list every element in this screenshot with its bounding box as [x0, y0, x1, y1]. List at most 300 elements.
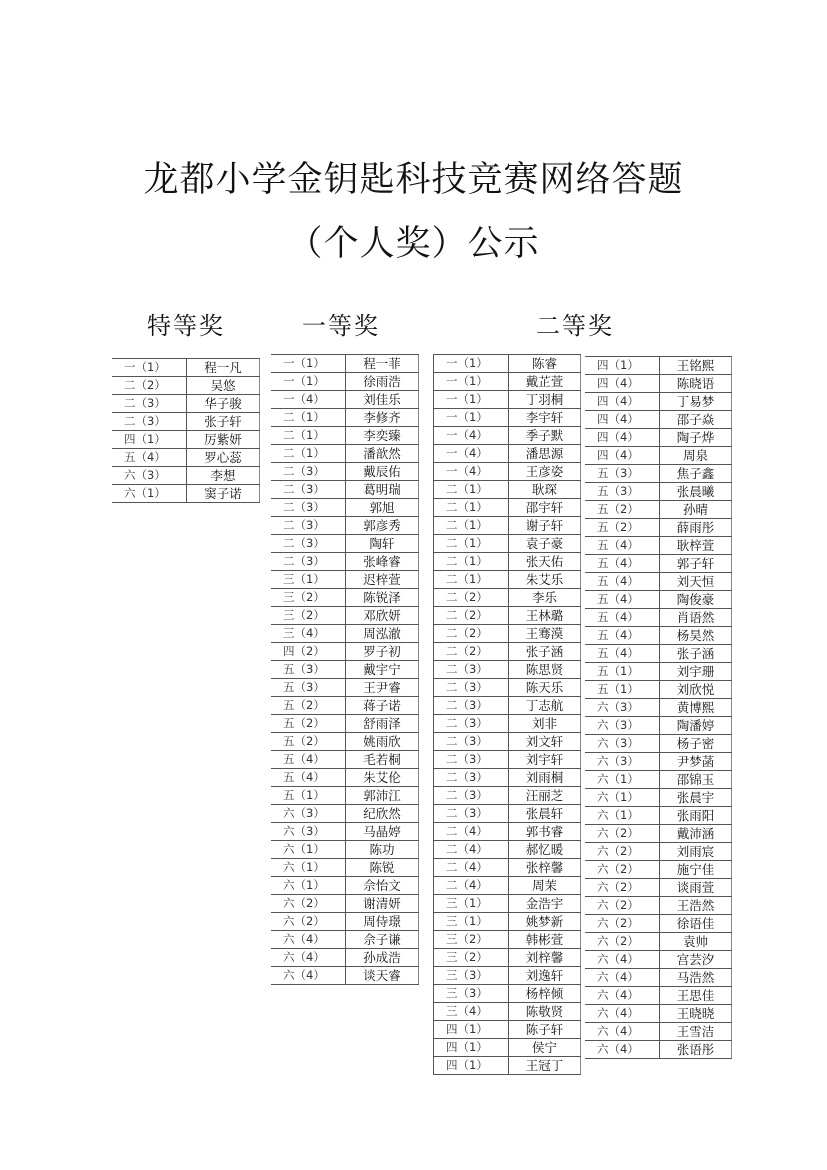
student-name-cell: 孙成浩: [345, 949, 419, 966]
class-cell: 六（2）: [597, 934, 639, 948]
table-row: [434, 535, 581, 553]
table-row: [271, 913, 419, 931]
table-row: [434, 391, 581, 409]
table-row: [585, 861, 732, 879]
class-cell: 六（3）: [597, 718, 639, 732]
student-name-cell: 刘欣悦: [659, 681, 732, 698]
student-name-cell: 刘梓馨: [508, 949, 581, 966]
table-row: [112, 431, 260, 449]
table-row: [434, 355, 581, 373]
table-row: [271, 427, 419, 445]
class-cell: 六（2）: [597, 862, 639, 876]
class-cell: 五（3）: [283, 662, 325, 676]
student-name-cell: 华子骏: [186, 395, 260, 412]
table-row: [585, 699, 732, 717]
student-name-cell: 丁易梦: [659, 393, 732, 410]
table-row: [585, 375, 732, 393]
class-cell: 四（4）: [597, 448, 639, 462]
table-row: [585, 1041, 732, 1059]
class-cell: 六（3）: [124, 468, 166, 482]
table-row: [271, 841, 419, 859]
table-row: [585, 933, 732, 951]
class-cell: 四（1）: [446, 1040, 488, 1054]
table-row: [585, 753, 732, 771]
class-cell: 五（2）: [283, 734, 325, 748]
table-row: [585, 357, 732, 375]
class-cell: 三（2）: [446, 950, 488, 964]
class-cell: 五（1）: [597, 664, 639, 678]
table-row: [271, 697, 419, 715]
class-cell: 五（2）: [597, 502, 639, 516]
table-row: [585, 879, 732, 897]
student-name-cell: 陈睿: [508, 355, 581, 372]
student-name-cell: 朱艾乐: [508, 571, 581, 588]
table-row: [271, 895, 419, 913]
student-name-cell: 施宁佳: [659, 861, 732, 878]
table-row: [434, 823, 581, 841]
class-cell: 二（4）: [446, 842, 488, 856]
table-row: [271, 877, 419, 895]
student-name-cell: 陈晓语: [659, 375, 732, 392]
student-name-cell: 张晨轩: [508, 805, 581, 822]
table-row: [434, 931, 581, 949]
student-name-cell: 耿梓萱: [659, 537, 732, 554]
student-name-cell: 佘子谦: [345, 931, 419, 948]
second-prize-table-left: [433, 354, 581, 1075]
class-cell: 二（2）: [446, 626, 488, 640]
class-cell: 六（4）: [597, 970, 639, 984]
student-name-cell: 蒋子诺: [345, 697, 419, 714]
table-row: [585, 1005, 732, 1023]
student-name-cell: 张语彤: [659, 1041, 732, 1058]
student-name-cell: 郭沛江: [345, 787, 419, 804]
student-name-cell: 陶轩: [345, 535, 419, 552]
student-name-cell: 王冠丁: [508, 1057, 581, 1074]
table-row: [434, 913, 581, 931]
class-cell: 六（1）: [283, 878, 325, 892]
class-cell: 三（1）: [283, 572, 325, 586]
student-name-cell: 王思佳: [659, 987, 732, 1004]
table-row: [271, 949, 419, 967]
table-row: [271, 733, 419, 751]
class-cell: 三（3）: [446, 968, 488, 982]
class-cell: 四（1）: [446, 1022, 488, 1036]
student-name-cell: 李乐: [508, 589, 581, 606]
class-cell: 六（4）: [283, 968, 325, 982]
student-name-cell: 王尹睿: [345, 679, 419, 696]
student-name-cell: 刘宇轩: [508, 751, 581, 768]
table-row: [271, 769, 419, 787]
class-cell: 一（1）: [283, 356, 325, 370]
student-name-cell: 刘逸轩: [508, 967, 581, 984]
student-name-cell: 汪丽芝: [508, 787, 581, 804]
student-name-cell: 张子涵: [508, 643, 581, 660]
table-row: [112, 467, 260, 485]
class-cell: 三（4）: [283, 626, 325, 640]
table-row: [585, 663, 732, 681]
table-row: [271, 751, 419, 769]
student-name-cell: 张雨阳: [659, 807, 732, 824]
student-name-cell: 张梓馨: [508, 859, 581, 876]
table-row: [271, 571, 419, 589]
class-cell: 五（4）: [283, 752, 325, 766]
class-cell: 一（1）: [446, 374, 488, 388]
table-row: [434, 463, 581, 481]
table-row: [434, 895, 581, 913]
table-row: [112, 377, 260, 395]
table-row: [585, 897, 732, 915]
class-cell: 四（1）: [597, 358, 639, 372]
class-cell: 一（4）: [446, 446, 488, 460]
table-row: [585, 1023, 732, 1041]
student-name-cell: 王铭熙: [659, 357, 732, 374]
table-row: [434, 1057, 581, 1075]
table-row: [271, 823, 419, 841]
student-name-cell: 潘思源: [508, 445, 581, 462]
class-cell: 三（2）: [283, 608, 325, 622]
table-row: [434, 409, 581, 427]
student-name-cell: 王浩然: [659, 897, 732, 914]
class-cell: 二（1）: [446, 554, 488, 568]
student-name-cell: 李想: [186, 467, 260, 484]
table-row: [434, 643, 581, 661]
class-cell: 二（1）: [446, 482, 488, 496]
class-cell: 六（1）: [597, 808, 639, 822]
table-row: [434, 787, 581, 805]
class-cell: 五（3）: [597, 484, 639, 498]
student-name-cell: 黄博熙: [659, 699, 732, 716]
student-name-cell: 周泉: [659, 447, 732, 464]
student-name-cell: 马浩然: [659, 969, 732, 986]
student-name-cell: 郭书睿: [508, 823, 581, 840]
table-row: [434, 733, 581, 751]
student-name-cell: 尹梦菡: [659, 753, 732, 770]
table-row: [585, 519, 732, 537]
class-cell: 五（3）: [283, 680, 325, 694]
class-cell: 四（1）: [124, 432, 166, 446]
table-row: [434, 499, 581, 517]
class-cell: 二（3）: [283, 464, 325, 478]
student-name-cell: 戴辰佑: [345, 463, 419, 480]
class-cell: 二（3）: [283, 554, 325, 568]
table-row: [434, 517, 581, 535]
student-name-cell: 郭子轩: [659, 555, 732, 572]
table-row: [434, 607, 581, 625]
student-name-cell: 周侍璟: [345, 913, 419, 930]
student-name-cell: 罗子初: [345, 643, 419, 660]
student-name-cell: 徐语佳: [659, 915, 732, 932]
class-cell: 六（2）: [283, 914, 325, 928]
table-row: [434, 481, 581, 499]
table-row: [585, 807, 732, 825]
class-cell: 二（1）: [446, 536, 488, 550]
class-cell: 二（2）: [446, 590, 488, 604]
class-cell: 六（3）: [283, 806, 325, 820]
student-name-cell: 邵锦玉: [659, 771, 732, 788]
class-cell: 五（4）: [124, 450, 166, 464]
table-row: [434, 751, 581, 769]
student-name-cell: 肖语然: [659, 609, 732, 626]
class-cell: 五（4）: [597, 646, 639, 660]
student-name-cell: 杨昊然: [659, 627, 732, 644]
class-cell: 二（3）: [283, 518, 325, 532]
table-row: [271, 805, 419, 823]
table-row: [434, 841, 581, 859]
student-name-cell: 陶俊豪: [659, 591, 732, 608]
class-cell: 四（4）: [597, 412, 639, 426]
class-cell: 二（2）: [446, 644, 488, 658]
student-name-cell: 刘文轩: [508, 733, 581, 750]
class-cell: 五（4）: [597, 538, 639, 552]
student-name-cell: 张子轩: [186, 413, 260, 430]
student-name-cell: 罗心蕊: [186, 449, 260, 466]
table-row: [271, 535, 419, 553]
table-row: [271, 859, 419, 877]
class-cell: 六（1）: [283, 860, 325, 874]
student-name-cell: 刘天恒: [659, 573, 732, 590]
class-cell: 一（4）: [446, 428, 488, 442]
table-row: [434, 625, 581, 643]
student-name-cell: 陈锐泽: [345, 589, 419, 606]
student-name-cell: 王骞漠: [508, 625, 581, 642]
student-name-cell: 姚梦新: [508, 913, 581, 930]
student-name-cell: 窦子诺: [186, 485, 260, 502]
student-name-cell: 马晶婷: [345, 823, 419, 840]
table-row: [271, 517, 419, 535]
table-row: [434, 553, 581, 571]
student-name-cell: 张晨曦: [659, 483, 732, 500]
table-row: [585, 627, 732, 645]
student-name-cell: 薛雨彤: [659, 519, 732, 536]
class-cell: 六（4）: [597, 1042, 639, 1056]
class-cell: 三（3）: [446, 986, 488, 1000]
class-cell: 二（3）: [124, 396, 166, 410]
table-row: [585, 465, 732, 483]
class-cell: 三（2）: [283, 590, 325, 604]
table-row: [271, 355, 419, 373]
table-row: [585, 825, 732, 843]
student-name-cell: 陈功: [345, 841, 419, 858]
class-cell: 二（3）: [283, 500, 325, 514]
student-name-cell: 杨梓倾: [508, 985, 581, 1002]
table-row: [112, 395, 260, 413]
class-cell: 二（3）: [446, 806, 488, 820]
student-name-cell: 李奕臻: [345, 427, 419, 444]
student-name-cell: 丁志航: [508, 697, 581, 714]
class-cell: 四（4）: [597, 430, 639, 444]
class-cell: 五（4）: [283, 770, 325, 784]
class-cell: 二（3）: [446, 734, 488, 748]
table-row: [434, 985, 581, 1003]
table-row: [271, 373, 419, 391]
table-row: [585, 393, 732, 411]
class-cell: 二（4）: [446, 878, 488, 892]
table-row: [585, 645, 732, 663]
student-name-cell: 刘雨宸: [659, 843, 732, 860]
table-row: [585, 573, 732, 591]
class-cell: 六（4）: [597, 952, 639, 966]
student-name-cell: 朱艾伦: [345, 769, 419, 786]
class-cell: 三（1）: [446, 914, 488, 928]
student-name-cell: 王林璐: [508, 607, 581, 624]
student-name-cell: 程一凡: [186, 359, 260, 376]
student-name-cell: 王彦姿: [508, 463, 581, 480]
table-row: [585, 717, 732, 735]
table-row: [271, 607, 419, 625]
student-name-cell: 潘歆然: [345, 445, 419, 462]
class-cell: 五（2）: [283, 716, 325, 730]
table-row: [434, 1039, 581, 1057]
class-cell: 二（4）: [446, 824, 488, 838]
table-row: [271, 589, 419, 607]
student-name-cell: 毛若桐: [345, 751, 419, 768]
class-cell: 六（2）: [283, 896, 325, 910]
class-cell: 六（1）: [124, 486, 166, 500]
class-cell: 六（2）: [597, 826, 639, 840]
class-cell: 五（4）: [597, 628, 639, 642]
class-cell: 二（1）: [446, 518, 488, 532]
class-cell: 三（4）: [446, 1004, 488, 1018]
class-cell: 二（2）: [124, 378, 166, 392]
student-name-cell: 周茉: [508, 877, 581, 894]
class-cell: 二（3）: [446, 770, 488, 784]
table-row: [271, 409, 419, 427]
student-name-cell: 刘宇珊: [659, 663, 732, 680]
student-name-cell: 陈锐: [345, 859, 419, 876]
table-row: [434, 1003, 581, 1021]
table-row: [585, 429, 732, 447]
table-row: [585, 771, 732, 789]
table-row: [112, 413, 260, 431]
class-cell: 一（1）: [446, 356, 488, 370]
student-name-cell: 谈天睿: [345, 967, 419, 984]
class-cell: 二（3）: [283, 482, 325, 496]
student-name-cell: 谈雨萱: [659, 879, 732, 896]
table-row: [434, 859, 581, 877]
student-name-cell: 陶子烨: [659, 429, 732, 446]
table-row: [585, 411, 732, 429]
class-cell: 六（3）: [283, 824, 325, 838]
student-name-cell: 谢清妍: [345, 895, 419, 912]
student-name-cell: 舒雨泽: [345, 715, 419, 732]
class-cell: 五（4）: [597, 592, 639, 606]
student-name-cell: 金浩宇: [508, 895, 581, 912]
class-cell: 二（3）: [124, 414, 166, 428]
class-cell: 六（2）: [597, 916, 639, 930]
student-name-cell: 王雪洁: [659, 1023, 732, 1040]
student-name-cell: 张子涵: [659, 645, 732, 662]
class-cell: 六（3）: [597, 754, 639, 768]
student-name-cell: 季子默: [508, 427, 581, 444]
table-row: [112, 485, 260, 503]
table-row: [585, 609, 732, 627]
student-name-cell: 王晓晓: [659, 1005, 732, 1022]
student-name-cell: 吴悠: [186, 377, 260, 394]
student-name-cell: 张天佑: [508, 553, 581, 570]
student-name-cell: 丁羽桐: [508, 391, 581, 408]
table-row: [434, 967, 581, 985]
student-name-cell: 陈敬贤: [508, 1003, 581, 1020]
class-cell: 二（2）: [446, 608, 488, 622]
class-cell: 二（3）: [283, 536, 325, 550]
class-cell: 六（4）: [283, 950, 325, 964]
student-name-cell: 侯宁: [508, 1039, 581, 1056]
student-name-cell: 迟梓萱: [345, 571, 419, 588]
class-cell: 二（4）: [446, 860, 488, 874]
student-name-cell: 陈天乐: [508, 679, 581, 696]
first-prize-heading: 一等奖: [302, 312, 380, 340]
class-cell: 六（2）: [597, 898, 639, 912]
student-name-cell: 刘雨桐: [508, 769, 581, 786]
table-row: [271, 643, 419, 661]
class-cell: 一（4）: [446, 464, 488, 478]
table-row: [271, 499, 419, 517]
student-name-cell: 张峰睿: [345, 553, 419, 570]
student-name-cell: 周泓澈: [345, 625, 419, 642]
table-row: [271, 391, 419, 409]
class-cell: 四（4）: [597, 376, 639, 390]
page-subtitle: （个人奖）公示: [287, 224, 540, 264]
table-row: [271, 481, 419, 499]
class-cell: 六（2）: [597, 844, 639, 858]
class-cell: 六（4）: [597, 1006, 639, 1020]
table-row: [585, 537, 732, 555]
table-row: [585, 483, 732, 501]
table-row: [585, 501, 732, 519]
table-row: [112, 359, 260, 377]
page-title: 龙都小学金钥匙科技竞赛网络答题: [143, 160, 684, 200]
table-row: [271, 967, 419, 985]
special-prize-heading: 特等奖: [147, 312, 225, 340]
table-row: [434, 661, 581, 679]
table-row: [112, 449, 260, 467]
class-cell: 六（1）: [283, 842, 325, 856]
student-name-cell: 韩彬萱: [508, 931, 581, 948]
class-cell: 二（1）: [283, 446, 325, 460]
student-name-cell: 程一菲: [345, 355, 419, 372]
second-prize-table-right: [585, 356, 732, 1059]
student-name-cell: 郭彦秀: [345, 517, 419, 534]
class-cell: 一（4）: [283, 392, 325, 406]
class-cell: 四（1）: [446, 1058, 488, 1072]
class-cell: 六（4）: [597, 988, 639, 1002]
student-name-cell: 袁帅: [659, 933, 732, 950]
table-row: [271, 625, 419, 643]
table-row: [271, 715, 419, 733]
table-row: [434, 571, 581, 589]
class-cell: 五（4）: [597, 610, 639, 624]
class-cell: 二（3）: [446, 752, 488, 766]
student-name-cell: 戴芷萱: [508, 373, 581, 390]
student-name-cell: 谢子轩: [508, 517, 581, 534]
student-name-cell: 耿琛: [508, 481, 581, 498]
student-name-cell: 刘非: [508, 715, 581, 732]
class-cell: 四（4）: [597, 394, 639, 408]
class-cell: 二（1）: [283, 410, 325, 424]
table-row: [434, 949, 581, 967]
class-cell: 一（1）: [446, 392, 488, 406]
student-name-cell: 郭旭: [345, 499, 419, 516]
class-cell: 一（1）: [446, 410, 488, 424]
student-name-cell: 戴宇宁: [345, 661, 419, 678]
class-cell: 六（4）: [283, 932, 325, 946]
class-cell: 二（3）: [446, 680, 488, 694]
student-name-cell: 姚雨欣: [345, 733, 419, 750]
table-row: [585, 591, 732, 609]
class-cell: 六（3）: [597, 700, 639, 714]
student-name-cell: 戴沛涵: [659, 825, 732, 842]
table-row: [434, 445, 581, 463]
